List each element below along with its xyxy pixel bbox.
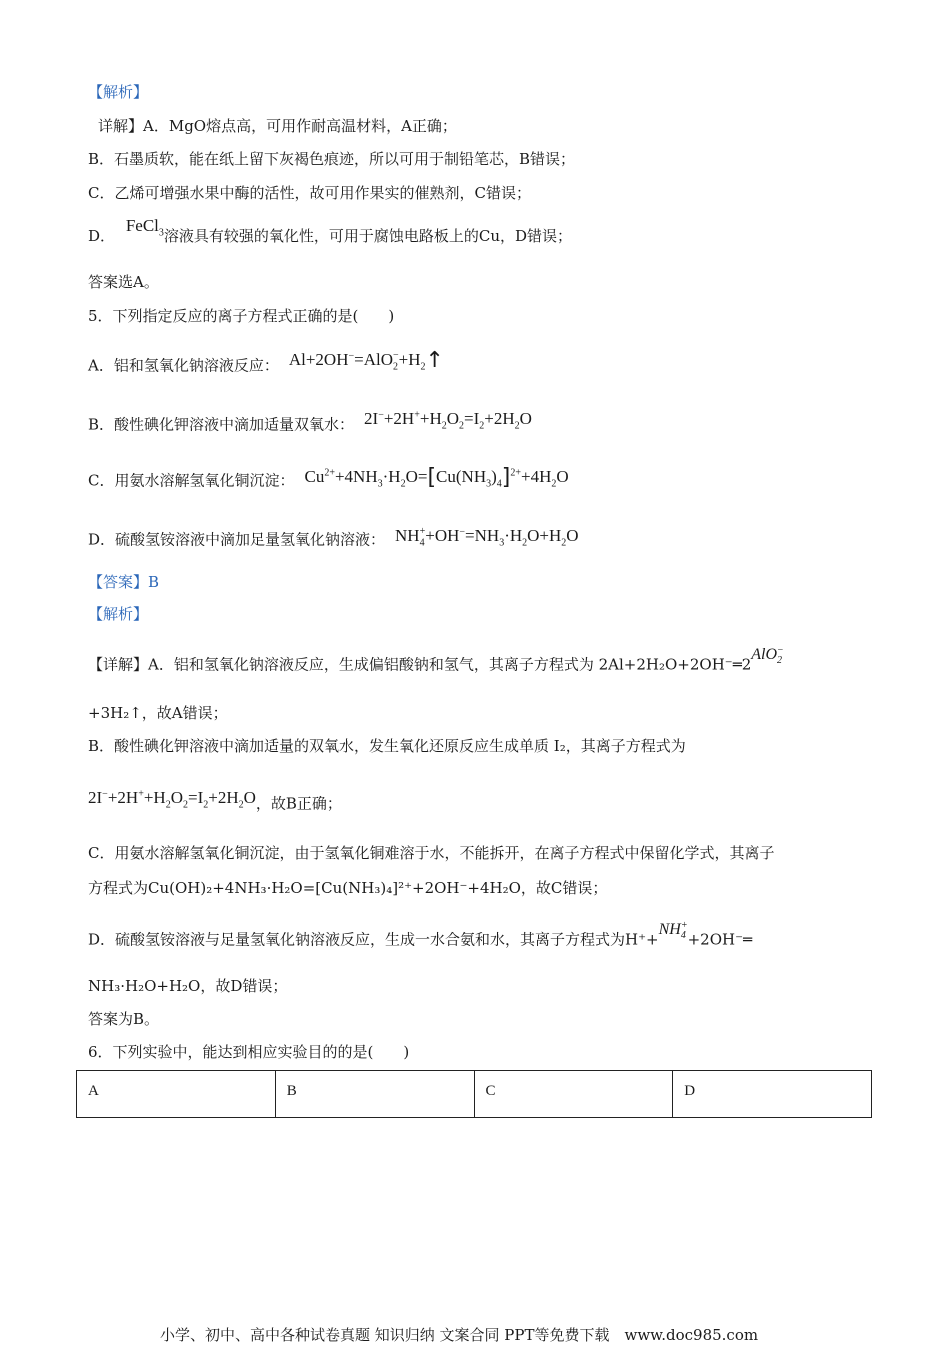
q5-option-a-equation: $Al+2OH^-=AlO_2^-+H_2↑$ bbox=[288, 347, 444, 373]
fecl3-formula: FeCl$_3$ bbox=[125, 216, 164, 239]
analysis-tag: 【解析】 bbox=[88, 83, 149, 101]
q5-answer: 答案为B。 bbox=[88, 1010, 160, 1028]
table-cell-d: D bbox=[673, 1071, 872, 1118]
q5-detail-b-line2: $2I^-+2H^++H_2O_2=I_2+2H_2O$，故B正确； bbox=[88, 787, 342, 813]
q5-stem: 5．下列指定反应的离子方程式正确的是( ) bbox=[88, 307, 395, 325]
q5-option-c-equation: $Cu^{2+}+4NH_3\cdot H_2O=[Cu(NH_3)_4]^{2+}+4H_2O$ bbox=[304, 464, 569, 490]
q5-detail-c-line1: C．用氨水溶解氢氧化铜沉淀，由于氢氧化铜难溶于水，不能拆开，在离子方程式中保留化学式，其离子 bbox=[88, 844, 775, 862]
q5-option-c: C．用氨水溶解氢氧化铜沉淀： $Cu^{2+}+4NH_3\cdot H_2O=[Cu(NH_3)_4]^{2+}+4H_2O$ bbox=[88, 464, 569, 490]
nh4-formula: $NH_4^+$ bbox=[658, 920, 688, 942]
q4-detail-a: 详解】A．MgO熔点高，可用作耐高温材料，A正确； bbox=[98, 117, 457, 135]
q4-detail-d-text: 溶液具有较强的氧化性，可用于腐蚀电路板上的Cu，D错误； bbox=[163, 227, 573, 245]
q4-detail-d bbox=[88, 216, 573, 253]
q5-option-a: A．铝和氢氧化钠溶液反应： $Al+2OH^-=AlO_2^-+H_2↑$ bbox=[88, 347, 444, 375]
q4-detail-d-prefix: D． bbox=[88, 227, 116, 245]
q4-answer: 答案选A。 bbox=[88, 273, 159, 291]
q5-detail-d-line1: D．硫酸氢铵溶液与足量氢氧化钠溶液反应，生成一水合氨和水，其离子方程式为$H^++NH_4^++2OH^-═$ bbox=[88, 920, 753, 949]
q5-option-b-equation: $2I^-+2H^++H_2O_2=I_2+2H_2O$ bbox=[364, 408, 532, 432]
q5-option-b: B．酸性碘化钾溶液中滴加适量双氧水： $2I^-+2H^++H_2O_2=I_2+2H_2O$ bbox=[88, 408, 532, 434]
q4-detail-b: B．石墨质软，能在纸上留下灰褐色痕迹，所以可用于制铅笔芯，B错误； bbox=[88, 150, 576, 168]
q5-detail-b-equation: $2I^-+2H^++H_2O_2=I_2+2H_2O$ bbox=[88, 787, 256, 811]
q5-answer-tag: 【答案】B bbox=[88, 573, 160, 591]
q5-detail-b-line1: B．酸性碘化钾溶液中滴加适量的双氧水，发生氧化还原反应生成单质 I₂，其离子方程式为 bbox=[88, 737, 686, 755]
q4-detail-c: C．乙烯可增强水果中酶的活性，故可用作果实的催熟剂，C错误； bbox=[88, 184, 531, 202]
table-cell-a: A bbox=[77, 1071, 276, 1118]
q5-detail-c-line2: 方程式为Cu(OH)₂+4NH₃·H₂O=[Cu(NH₃)₄]²⁺+2OH⁻+4H₂O，故C错误； bbox=[88, 879, 608, 897]
q5-detail-a-line2: +3H₂↑，故A错误； bbox=[88, 704, 228, 722]
q5-option-d: D．硫酸氢铵溶液中滴加足量氢氧化钠溶液： $NH_4^++OH^-=NH_3\cdot H_2O+H_2O$ bbox=[88, 525, 579, 549]
q6-options-table bbox=[76, 1070, 872, 1118]
page-footer: 小学、初中、高中各种试卷真题 知识归纳 文案合同 PPT等免费下载 www.doc985.com bbox=[160, 1326, 759, 1344]
alo2-formula: AlO$_2$− bbox=[751, 645, 784, 667]
q5-detail-d-line2: NH₃·H₂O+H₂O，故D错误； bbox=[88, 977, 288, 995]
q5-option-d-equation: $NH_4^++OH^-=NH_3\cdot H_2O+H_2O$ bbox=[395, 525, 579, 549]
q6-stem: 6．下列实验中，能达到相应实验目的的是( ) bbox=[88, 1043, 410, 1061]
q5-analysis-tag: 【解析】 bbox=[88, 605, 149, 623]
q5-detail-a-line1: 【详解】A．铝和氢氧化钠溶液反应，生成偏铝酸钠和氢气，其离子方程式为 2Al+2H₂O+2OH⁻═2AlO$_2$− bbox=[88, 645, 784, 674]
table-row bbox=[77, 1071, 872, 1118]
table-cell-c: C bbox=[474, 1071, 673, 1118]
table-cell-b: B bbox=[275, 1071, 474, 1118]
